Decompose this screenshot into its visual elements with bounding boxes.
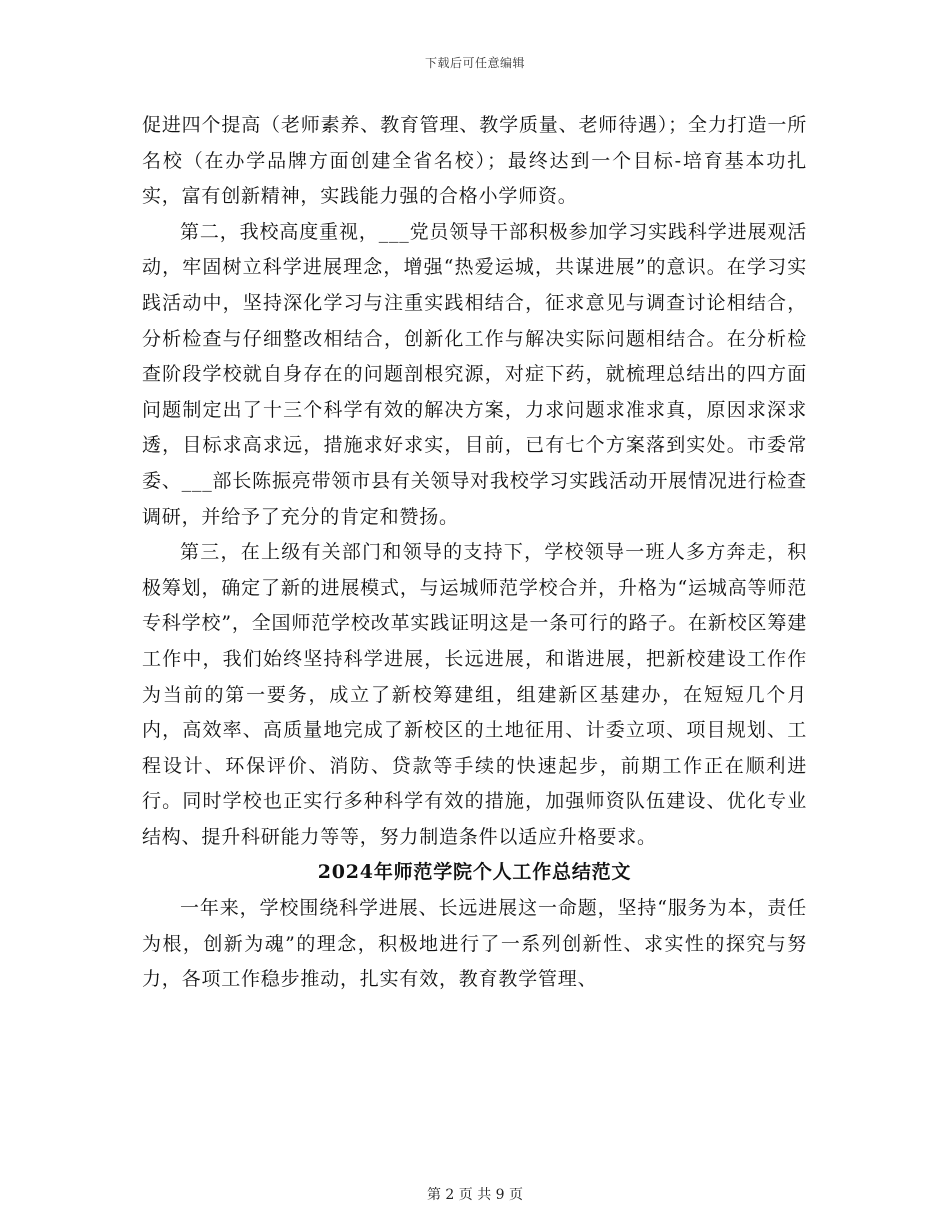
section-title: 2024年师范学院个人工作总结范文 <box>317 861 632 884</box>
page-header: 下载后可任意编辑 <box>424 56 525 70</box>
page-footer: 第 2 页 共 9 页 <box>426 1187 524 1203</box>
document-body <box>142 108 807 998</box>
paragraph-3: 第三，在上级有关部门和领导的支持下，学校领导一班人多方奔走，积极筹划，确定了新的进展模式，与运城师范学校合并，升格为“运城高等师范专科学校”，全国师范学校改革实践证明这是一条可行的路子。在新校区筹建工作中，我们始终坚持科学进展，长远进展，和谐进展，把新校建设工作作为当前的第一要务，成立了新校筹建组，组建新区基建办，在短短几个月内，高效率、高质量地完成了新校区的土地征用、计委立项、项目规划、工程设计、环保评价、消防、贷款等手续的快速起步，前期工作正在顺利进行。同时学校也正实行多种科学有效的措施，加强师资队伍建设、优化专业结构、提升科研能力等等，努力制造条件以适应升格要求。 <box>142 541 807 848</box>
paragraph-1: 促进四个提高（老师素养、教育管理、教学质量、老师待遇）；全力打造一所名校（在办学品牌方面创建全省名校）；最终达到一个目标-培育基本功扎实，富有创新精神，实践能力强的合格小学师资。 <box>142 114 807 208</box>
paragraph-4: 一年来，学校围绕科学进展、长远进展这一命题，坚持“服务为本，责任为根，创新为魂”的理念，积极地进行了一系列创新性、求实性的探究与努力，各项工作稳步推动，扎实有效，教育教学管理、 <box>142 897 807 991</box>
paragraph-2: 第二，我校高度重视，___党员领导干部积极参加学习实践科学进展观活动，牢固树立科学进展理念，增强“热爱运城，共谋进展”的意识。在学习实践活动中，坚持深化学习与注重实践相结合，征求意见与调查讨论相结合，分析检查与仔细整改相结合，创新化工作与解决实际问题相结合。在分析检查阶段学校就自身存在的问题剖根究源，对症下药，就梳理总结出的四方面问题制定出了十三个科学有效的解决方案，力求问题求准求真，原因求深求透，目标求高求远，措施求好求实，目前，已有七个方案落到实处。市委常委、___部长陈振亮带领市县有关领导对我校学习实践活动开展情况进行检查调研，并给予了充分的肯定和赞扬。 <box>142 220 807 528</box>
